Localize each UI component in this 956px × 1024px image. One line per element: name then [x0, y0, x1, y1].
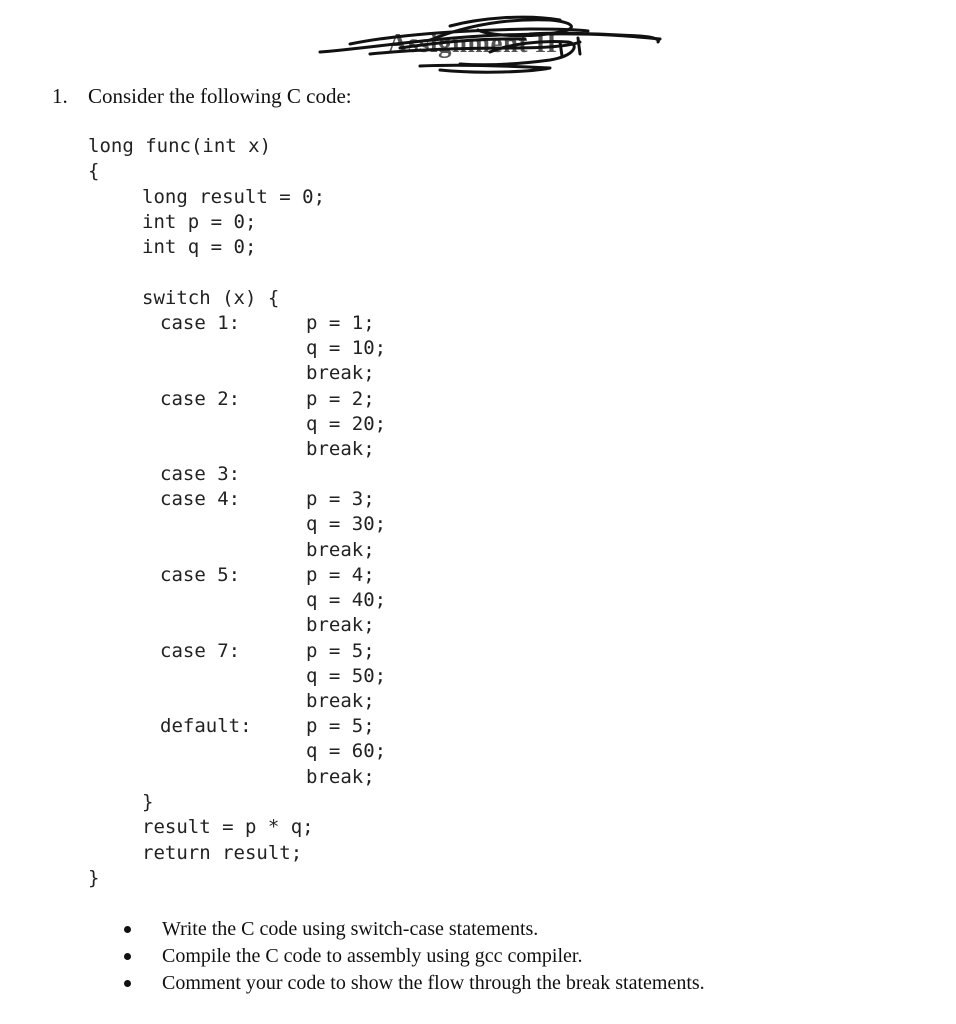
question-text: Consider the following C code:: [88, 84, 352, 108]
code-statement: q = 40;: [306, 589, 387, 611]
code-decl-q: int q = 0;: [142, 236, 257, 258]
code-statement: break;: [306, 438, 375, 460]
code-decl-result: long result = 0;: [142, 186, 326, 208]
code-case-label: case 1:: [160, 312, 241, 334]
list-item: Comment your code to show the flow through the break statements.: [120, 970, 705, 997]
code-switch-close: }: [142, 791, 154, 813]
code-case-label: case 7:: [160, 640, 241, 662]
code-open-brace: {: [88, 160, 100, 182]
code-case-label: case 2:: [160, 388, 241, 410]
code-return-line: return result;: [142, 842, 303, 864]
code-switch-line: switch (x) {: [142, 287, 280, 309]
code-statement: q = 50;: [306, 665, 387, 687]
code-statement: p = 2;: [306, 388, 375, 410]
code-statement: p = 1;: [306, 312, 375, 334]
code-statement: p = 5;: [306, 640, 375, 662]
code-statement: p = 3;: [306, 488, 375, 510]
code-statement: q = 30;: [306, 513, 387, 535]
page-title: Assignment II: [388, 28, 558, 58]
code-statement: q = 10;: [306, 337, 387, 359]
code-statement: break;: [306, 362, 375, 384]
code-statement: break;: [306, 690, 375, 712]
code-statement: break;: [306, 539, 375, 561]
code-statement: q = 20;: [306, 413, 387, 435]
question-heading: [52, 84, 352, 109]
list-item: Write the C code using switch-case statements.: [120, 916, 705, 943]
code-case-label: case 4:: [160, 488, 241, 510]
code-statement: q = 60;: [306, 740, 387, 762]
scribbled-title: [310, 8, 670, 78]
question-number: 1.: [52, 84, 68, 108]
task-list: [120, 916, 705, 997]
code-signature: long func(int x): [88, 135, 272, 157]
code-statement: p = 5;: [306, 715, 375, 737]
code-statement: break;: [306, 614, 375, 636]
code-statement: p = 4;: [306, 564, 375, 586]
code-case-label: case 3:: [160, 463, 241, 485]
list-item: Compile the C code to assembly using gcc compiler.: [120, 943, 705, 970]
code-case-label: case 5:: [160, 564, 241, 586]
code-decl-p: int p = 0;: [142, 211, 257, 233]
code-statement: break;: [306, 766, 375, 788]
code-result-line: result = p * q;: [142, 816, 314, 838]
bullet-icon: [124, 980, 131, 987]
bullet-icon: [124, 926, 131, 933]
code-case-label: default:: [160, 715, 252, 737]
code-close-brace: }: [88, 867, 100, 889]
bullet-icon: [124, 953, 131, 960]
scribble-strikeout: [310, 8, 670, 78]
